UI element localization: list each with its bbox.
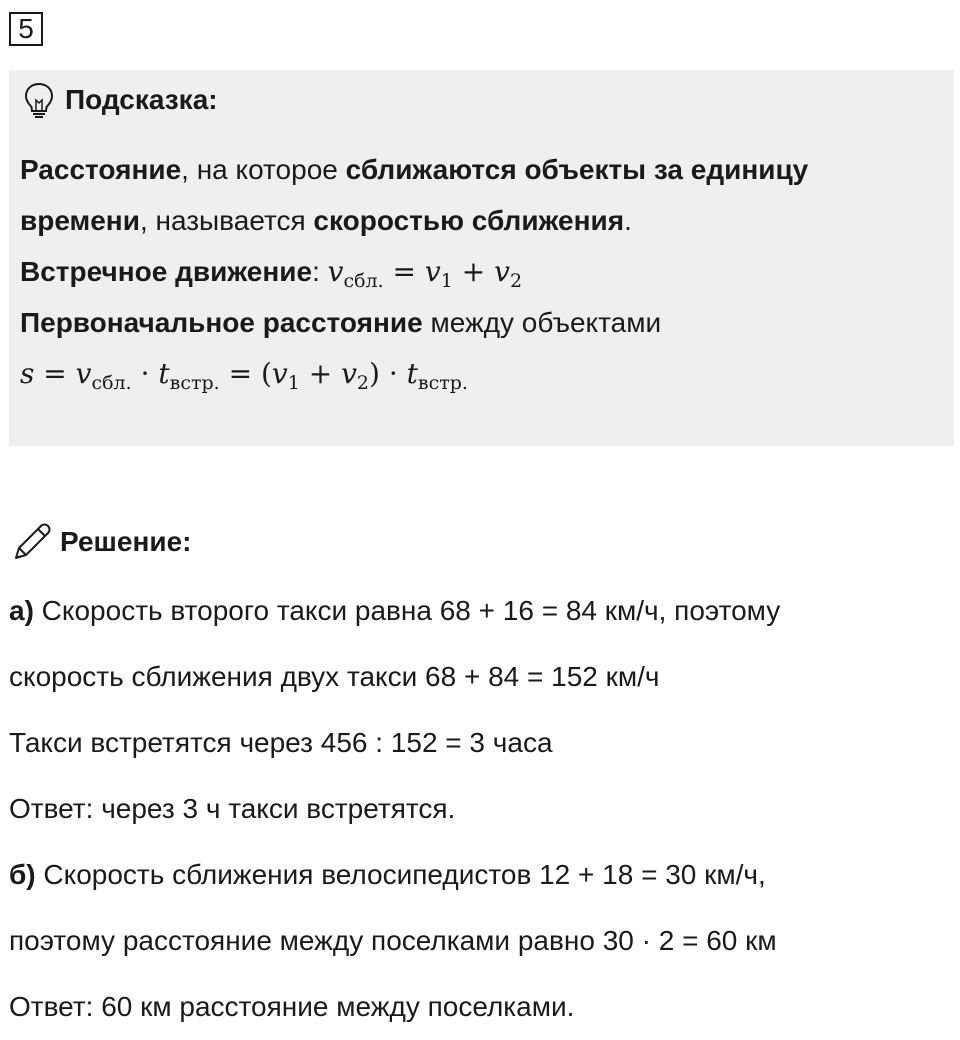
solution-header (10, 520, 191, 564)
part-a-label: а) (9, 595, 34, 626)
text: Такси встретятся через 456 : 152 = 3 часа (9, 727, 553, 758)
term-initial-distance: Первоначальное расстояние (20, 307, 423, 338)
solution-line (9, 908, 954, 974)
lightbulb-icon (19, 80, 59, 120)
text: , называется (139, 205, 314, 236)
text: Скорость второго такси равна 68 + 16 = 84 км/ч, поэтому (33, 595, 781, 626)
hint-panel (9, 70, 954, 446)
term-oncoming: Встречное движение (20, 256, 313, 287)
part-b-label: б) (9, 859, 36, 890)
term-approach-speed: скоростью сближения (313, 205, 625, 236)
hint-line-4 (20, 297, 940, 348)
text: Скорость сближения велосипедистов 12 + 18 = 30 км/ч, (35, 859, 766, 890)
text: поэтому расстояние между поселками равно 30 · 2 = 60 км (9, 925, 777, 956)
solution-line (9, 710, 954, 776)
hint-line-3 (20, 246, 940, 297)
solution-line (9, 842, 954, 908)
solution-body (9, 578, 954, 1040)
answer-a (9, 776, 954, 842)
term-approach: сближаются объекты за единицу (345, 154, 809, 185)
pencil-icon (10, 520, 54, 564)
text: между объектами (422, 307, 662, 338)
text: скорость сближения двух такси 68 + 84 = 152 км/ч (9, 661, 660, 692)
text: , на которое (181, 154, 346, 185)
hint-body (20, 144, 940, 399)
task-number: 5 (9, 12, 43, 46)
solution-title: Решение: (60, 526, 192, 557)
text: Ответ: через 3 ч такси встретятся. (9, 793, 456, 824)
formula-distance: $s = v_{сбл.} \cdot t_{встр.} = (v_1 + v_2) \cdot t_{встр.}$ (20, 357, 468, 394)
text: Ответ: 60 км расстояние между поселками. (9, 991, 575, 1022)
term-time: времени (20, 205, 140, 236)
hint-title: Подсказка: (65, 84, 218, 115)
text: : (312, 256, 328, 287)
formula-approach-speed: $v_{сбл.} = v_1 + v_2$ (327, 255, 523, 292)
term-distance: Расстояние (20, 154, 182, 185)
answer-b (9, 974, 954, 1040)
hint-line-2 (20, 195, 940, 246)
hint-line-1 (20, 144, 940, 195)
hint-header (19, 80, 218, 120)
text: . (624, 205, 632, 236)
solution-line (9, 578, 954, 644)
solution-line (9, 644, 954, 710)
hint-line-5 (20, 348, 940, 399)
